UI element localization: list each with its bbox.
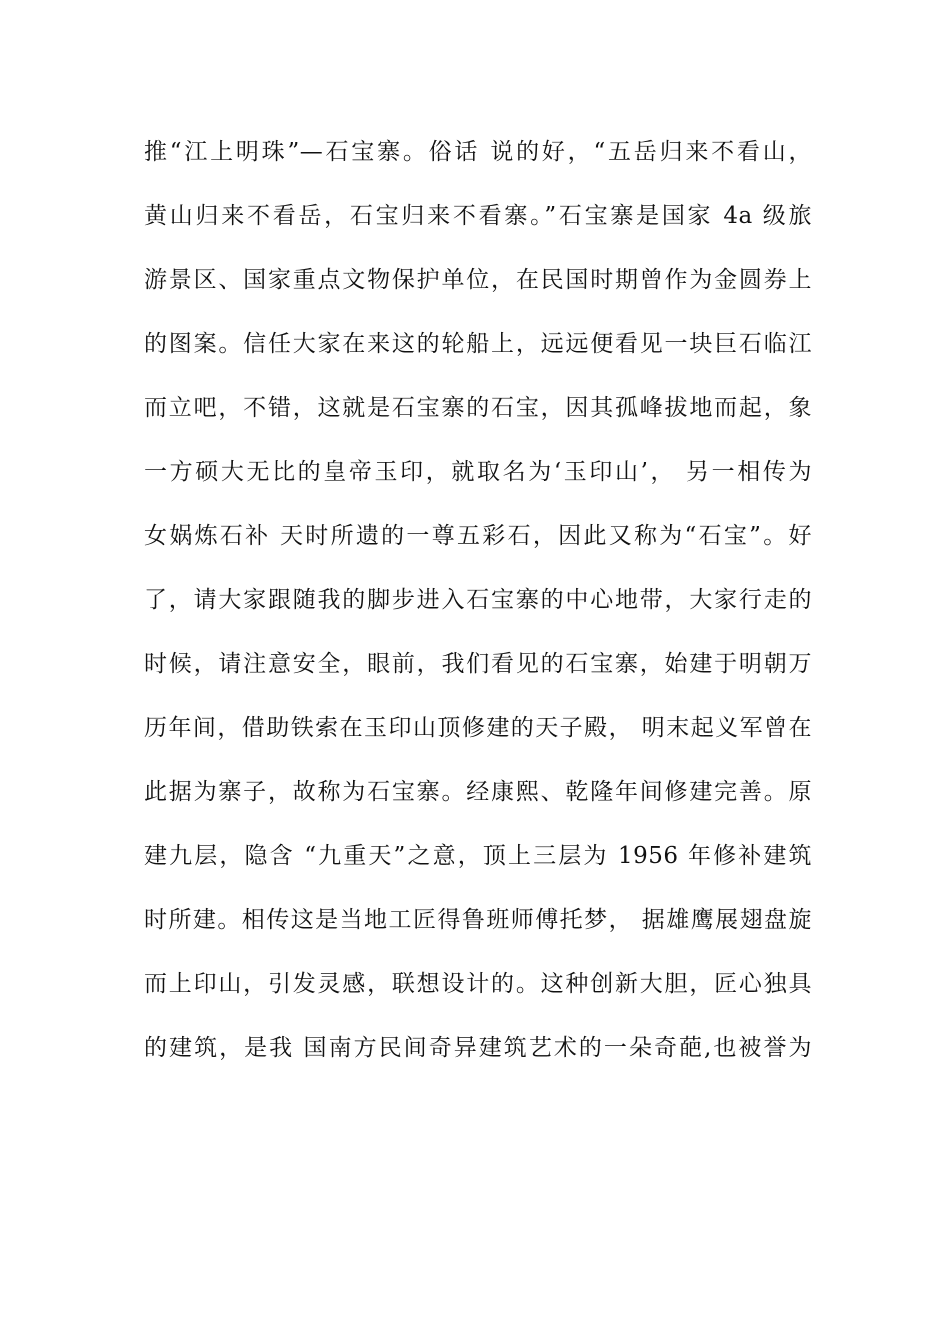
text-line-11: 此据为寨子，故称为石宝寨。经康熙、乾隆年间修建完善。原 [144, 779, 812, 805]
text-line-7: 女娲炼石补 天时所遗的一尊五彩石，因此又称为“石宝”。好 [144, 523, 812, 549]
text-line-2: 黄山归来不看岳，石宝归来不看寨。”石宝寨是国家 4a 级旅 [144, 203, 812, 229]
text-line-13: 时所建。相传这是当地工匠得鲁班师傅托梦， 据雄鹰展翅盘旋 [144, 907, 812, 933]
text-line-6: 一方硕大无比的皇帝玉印，就取名为‘玉印山’， 另一相传为 [144, 459, 812, 485]
text-line-1: 推“江上明珠”—石宝寨。俗话 说的好，“五岳归来不看山， [144, 139, 812, 165]
text-line-12: 建九层，隐含 “九重天”之意，顶上三层为 1956 年修补建筑 [144, 843, 812, 869]
text-line-15: 的建筑，是我 国南方民间奇异建筑艺术的一朵奇葩,也被誉为 [144, 1035, 812, 1061]
body-text [144, 124, 812, 1084]
text-line-10: 历年间，借助铁索在玉印山顶修建的天子殿， 明末起义军曾在 [144, 715, 812, 741]
text-line-3: 游景区、国家重点文物保护单位，在民国时期曾作为金圆券上 [144, 267, 812, 293]
text-line-9: 时候，请注意安全，眼前，我们看见的石宝寨，始建于明朝万 [144, 651, 812, 677]
text-line-5: 而立吧，不错，这就是石宝寨的石宝，因其孤峰拔地而起，象 [144, 395, 812, 421]
text-line-8: 了，请大家跟随我的脚步进入石宝寨的中心地带，大家行走的 [144, 587, 812, 613]
text-line-4: 的图案。信任大家在来这的轮船上，远远便看见一块巨石临江 [144, 331, 812, 357]
text-line-14: 而上印山，引发灵感，联想设计的。这种创新大胆，匠心独具 [144, 971, 812, 997]
